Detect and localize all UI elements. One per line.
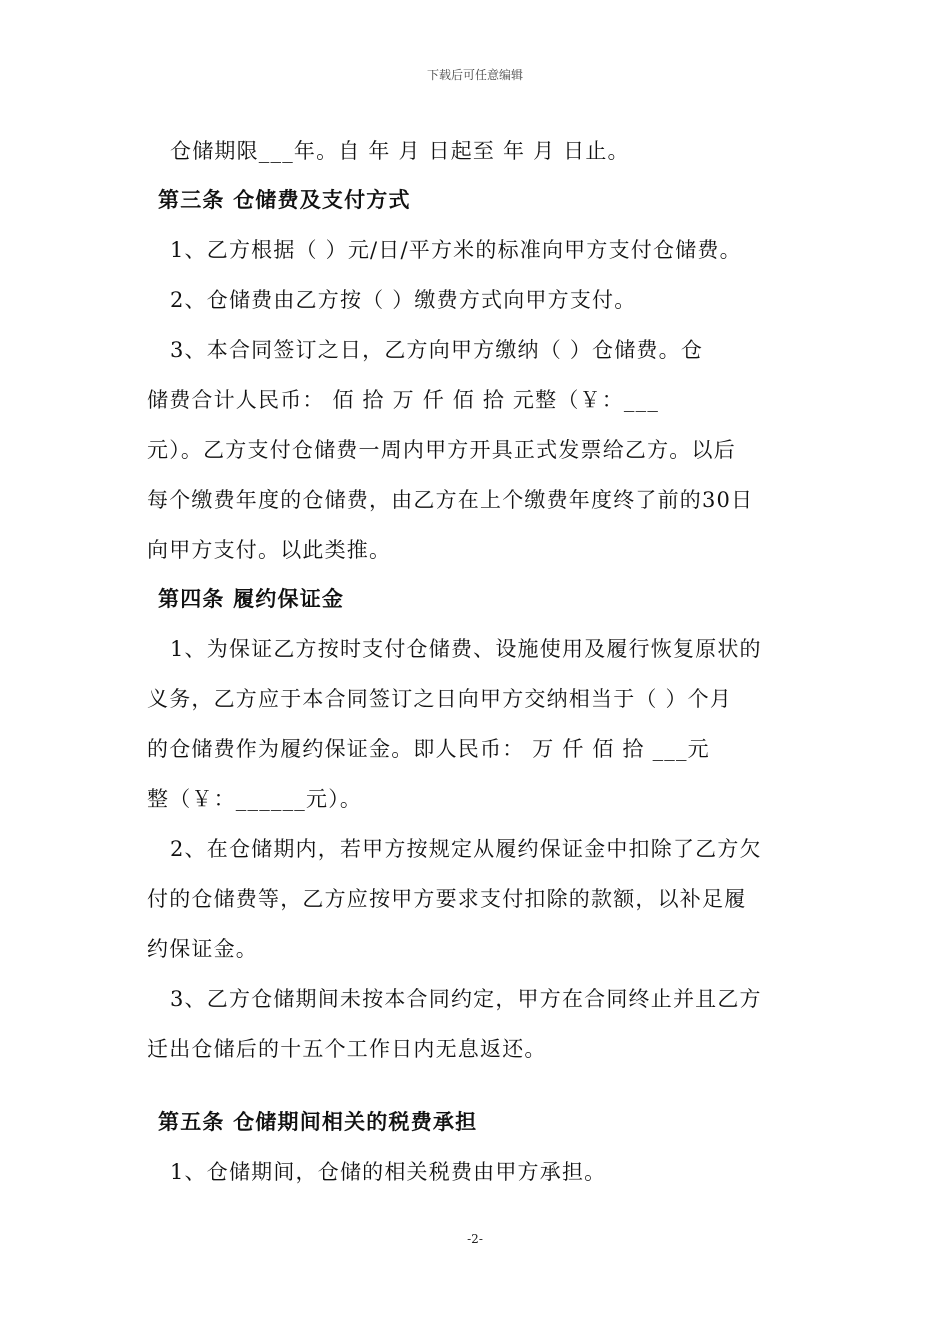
section-heading: 第四条 履约保证金: [158, 586, 345, 611]
text-line: 整（￥：______元）。: [147, 787, 363, 811]
section-heading: 第五条 仓储期间相关的税费承担: [158, 1109, 478, 1134]
page-number: -2-: [467, 1232, 483, 1246]
text-line: 2、仓储费由乙方按（ ）缴费方式向甲方支付。: [170, 288, 637, 312]
text-line: 付的仓储费等，乙方应按甲方要求支付扣除的款额，以补足履: [147, 887, 747, 911]
text-line: 储费合计人民币： 佰 拾 万 仟 佰 拾 元整（￥：___: [147, 388, 660, 412]
text-line: 的仓储费作为履约保证金。即人民币： 万 仟 佰 拾 ___元: [147, 737, 710, 761]
text-line: 迁出仓储后的十五个工作日内无息返还。: [147, 1037, 547, 1061]
section-heading: 第三条 仓储费及支付方式: [158, 187, 411, 212]
text-line: 3、乙方仓储期间未按本合同约定，甲方在合同终止并且乙方: [170, 987, 762, 1011]
text-line: 1、乙方根据（ ）元/日/平方米的标准向甲方支付仓储费。: [170, 238, 742, 262]
text-line: 1、为保证乙方按时支付仓储费、设施使用及履行恢复原状的: [170, 637, 762, 661]
text-line: 约保证金。: [147, 937, 258, 961]
text-line: 1、仓储期间，仓储的相关税费由甲方承担。: [170, 1160, 607, 1184]
text-line: 3、本合同签订之日，乙方向甲方缴纳（ ）仓储费。仓: [170, 338, 704, 362]
text-line: 每个缴费年度的仓储费，由乙方在上个缴费年度终了前的30日: [147, 488, 754, 512]
page-header: 下载后可任意编辑: [426, 68, 523, 82]
text-line: 2、在仓储期内，若甲方按规定从履约保证金中扣除了乙方欠: [170, 837, 762, 861]
text-line: 义务，乙方应于本合同签订之日向甲方交纳相当于（ ）个月: [147, 687, 733, 711]
text-line: 元）。乙方支付仓储费一周内甲方开具正式发票给乙方。以后: [147, 438, 736, 462]
text-line: 仓储期限___年。自 年 月 日起至 年 月 日止。: [170, 139, 630, 163]
text-line: 向甲方支付。以此类推。: [147, 538, 392, 562]
